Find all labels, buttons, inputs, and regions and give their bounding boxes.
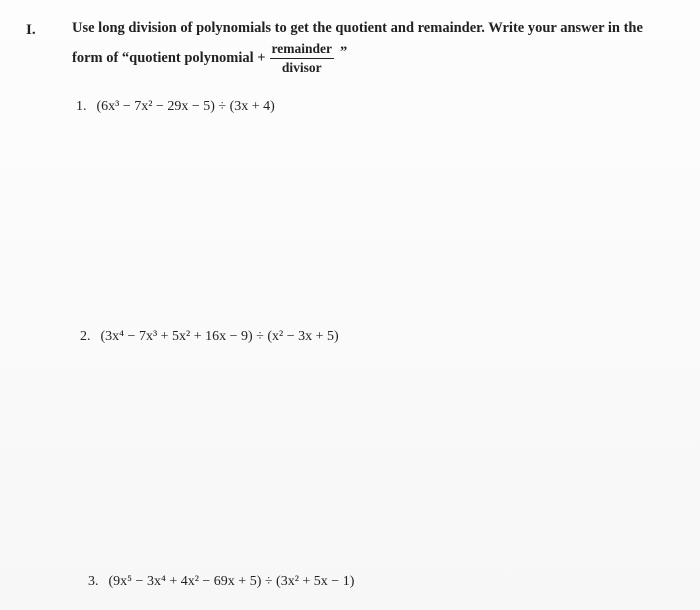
problem-3 (88, 574, 354, 590)
remainder-over-divisor-fraction (270, 41, 335, 75)
fraction-denominator: divisor (281, 59, 322, 75)
instructions-line-1: Use long division of polynomials to get the quotient and remainder. Write your answer in the (72, 20, 643, 36)
section-numeral: I. (26, 22, 36, 38)
problem-expression: (9x⁵ − 3x⁴ + 4x² − 69x + 5) ÷ (3x² + 5x − 1) (108, 574, 355, 589)
problem-number: 2. (80, 329, 91, 344)
problem-2 (80, 329, 339, 345)
instructions (72, 18, 682, 75)
problem-number: 3. (88, 574, 99, 589)
problem-expression: (3x⁴ − 7x³ + 5x² + 16x − 9) ÷ (x² − 3x + 5) (100, 329, 339, 344)
problem-number: 1. (76, 99, 87, 114)
instructions-line-2-prefix: form of “quotient polynomial + (72, 49, 266, 66)
instructions-line-2 (72, 41, 682, 75)
fraction-numerator: remainder (270, 41, 335, 59)
problem-1 (76, 99, 275, 115)
closing-quote: ” (340, 43, 348, 60)
problem-expression: (6x³ − 7x² − 29x − 5) ÷ (3x + 4) (96, 99, 275, 114)
